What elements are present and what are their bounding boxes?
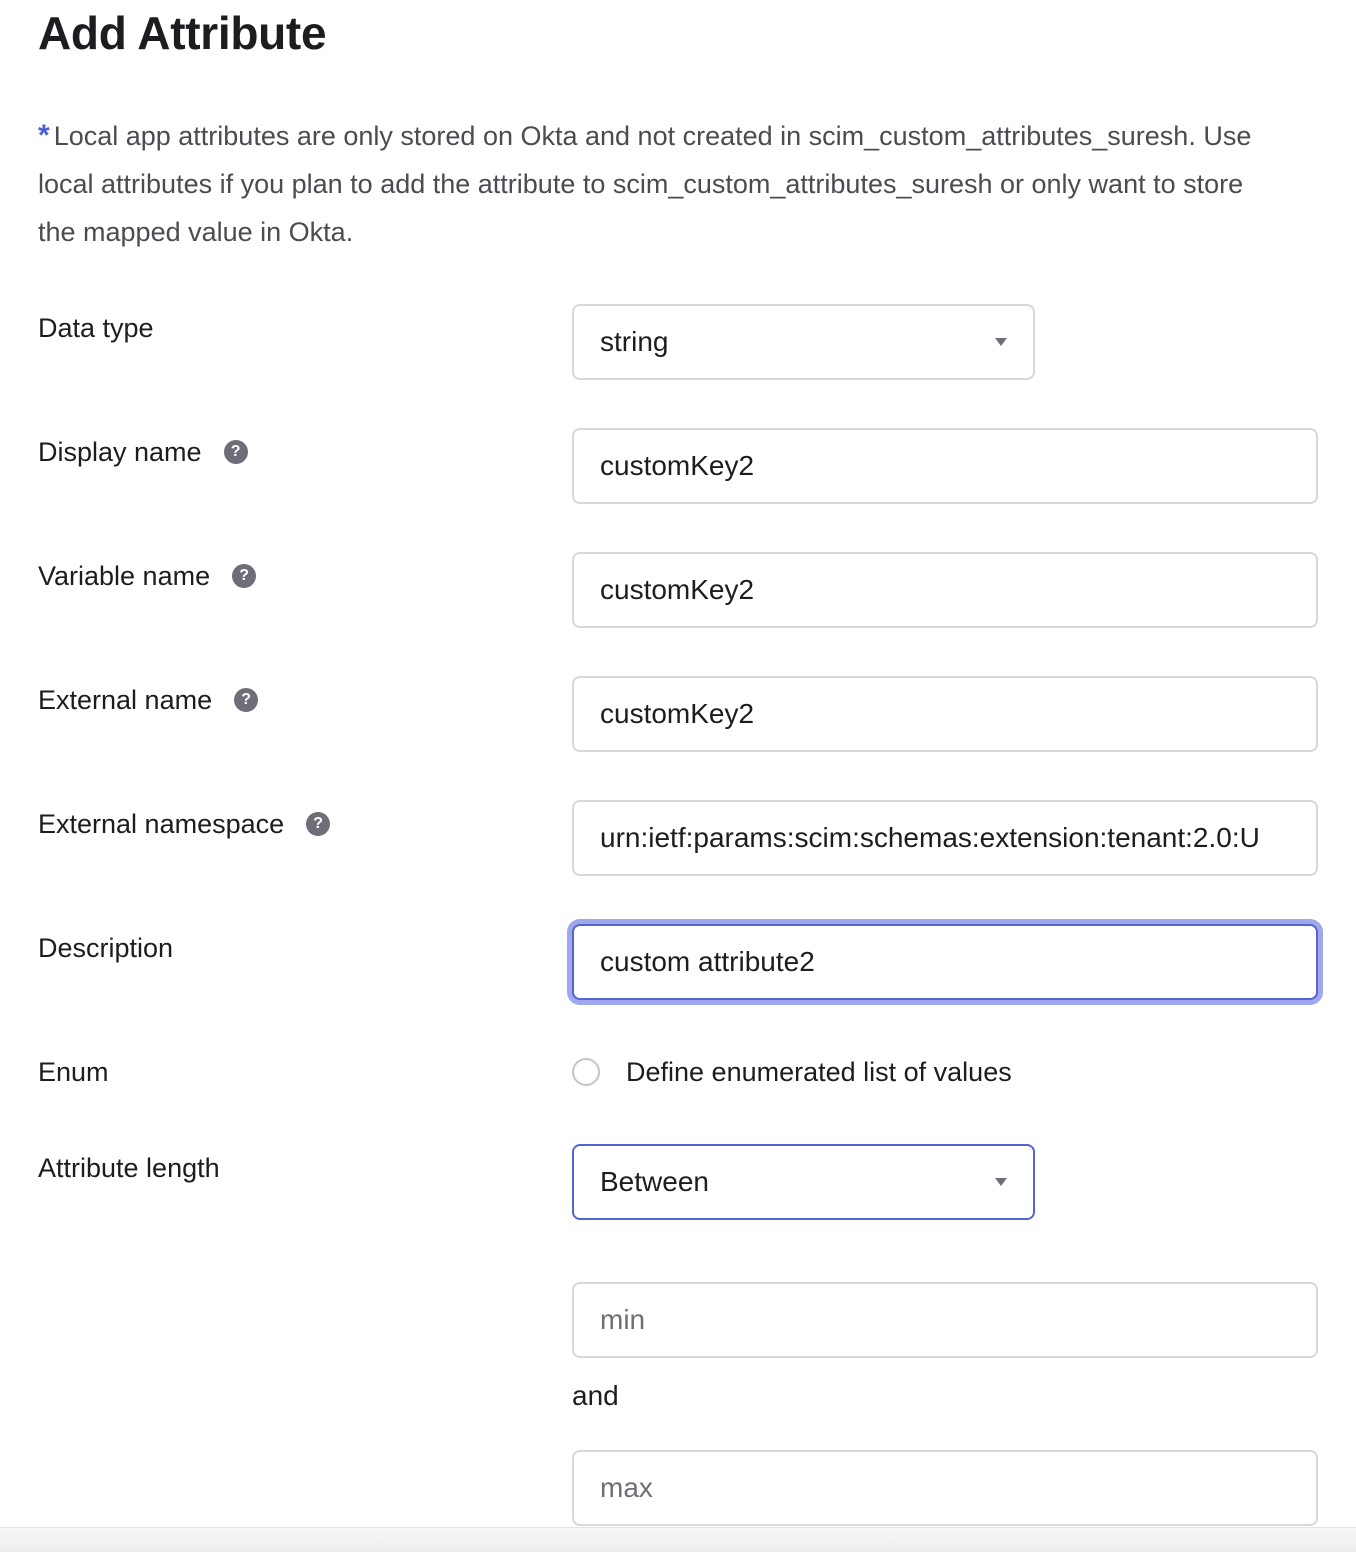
external-name-label: External name ?: [38, 680, 258, 720]
display-name-input[interactable]: [600, 450, 1290, 482]
local-attribute-notice: [38, 112, 1278, 256]
help-icon[interactable]: ?: [234, 688, 258, 712]
display-name-label: Display name ?: [38, 432, 248, 472]
attribute-length-select[interactable]: [572, 1144, 1035, 1220]
variable-name-input[interactable]: [600, 574, 1290, 606]
description-field-wrapper: [572, 924, 1318, 1000]
external-name-field-wrapper: [572, 676, 1318, 752]
enum-checkbox-row[interactable]: [572, 1052, 1012, 1092]
min-field-wrapper: [572, 1282, 1318, 1358]
help-icon[interactable]: ?: [306, 812, 330, 836]
external-namespace-label: External namespace ?: [38, 804, 330, 844]
max-field-wrapper: [572, 1450, 1318, 1526]
help-icon[interactable]: ?: [232, 564, 256, 588]
description-input[interactable]: [600, 946, 1290, 978]
external-namespace-field-wrapper: [572, 800, 1318, 876]
external-name-input[interactable]: [600, 698, 1290, 730]
required-asterisk: *: [38, 119, 50, 152]
notice-text: Local app attributes are only stored on Okta and not created in scim_custom_attributes_suresh. Use local attributes if you plan to add the attribute to scim_custom_attributes_suresh or only want to store the mapped value in Okta.: [38, 121, 1252, 247]
max-length-input[interactable]: [600, 1472, 1290, 1504]
variable-name-field-wrapper: [572, 552, 1318, 628]
help-icon[interactable]: ?: [224, 440, 248, 464]
external-namespace-input[interactable]: [600, 822, 1290, 854]
data-type-select[interactable]: [572, 304, 1035, 380]
bottom-scroll-edge: [0, 1527, 1356, 1552]
data-type-label: Data type: [38, 313, 154, 343]
enum-checkbox-label[interactable]: Define enumerated list of values: [626, 1057, 1012, 1087]
description-label: Description: [38, 933, 174, 963]
and-text: and: [572, 1380, 619, 1411]
attribute-length-label: Attribute length: [38, 1153, 220, 1183]
min-length-input[interactable]: [600, 1304, 1290, 1336]
page-title: Add Attribute: [38, 7, 327, 59]
variable-name-label: Variable name ?: [38, 556, 256, 596]
enum-label: Enum: [38, 1057, 109, 1087]
chevron-down-icon: [995, 338, 1007, 346]
display-name-field-wrapper: [572, 428, 1318, 504]
data-type-value: string: [600, 326, 669, 357]
enum-checkbox[interactable]: [572, 1058, 600, 1086]
attribute-length-value: Between: [600, 1166, 709, 1197]
chevron-down-icon: [995, 1178, 1007, 1186]
